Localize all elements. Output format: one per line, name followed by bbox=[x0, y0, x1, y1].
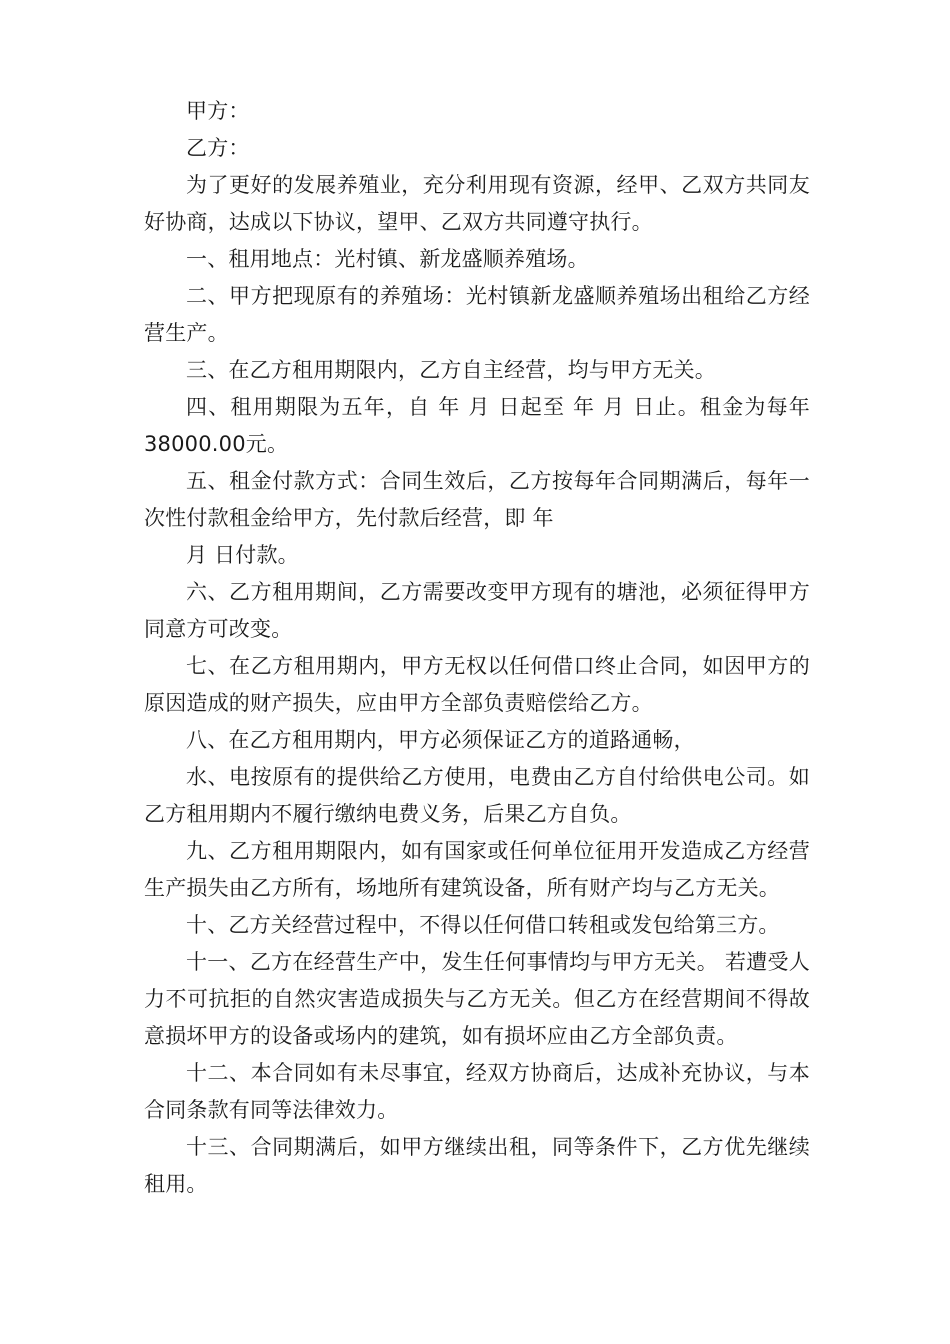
clause-11: 十一、乙方在经营生产中，发生任何事情均与甲方无关。 若遭受人力不可抗拒的自然灾害造成损失与乙方无关。但乙方在经营期间不得故意损坏甲方的设备或场内的建筑，如有损坏应由乙方全部负责。 bbox=[144, 950, 810, 1048]
clause-9: 九、乙方租用期限内，如有国家或任何单位征用开发造成乙方经营生产损失由乙方所有，场地所有建筑设备，所有财产均与乙方无关。 bbox=[144, 839, 810, 900]
clause-2: 二、甲方把现原有的养殖场：光村镇新龙盛顺养殖场出租给乙方经营生产。 bbox=[144, 284, 810, 345]
clause-10: 十、乙方关经营过程中，不得以任何借口转租或发包给第三方。 bbox=[186, 913, 780, 937]
clause-6: 六、乙方租用期间，乙方需要改变甲方现有的塘池，必须征得甲方同意方可改变。 bbox=[144, 580, 810, 641]
clause-1: 一、租用地点：光村镇、新龙盛顺养殖场。 bbox=[186, 247, 589, 271]
party-a-line: 甲方： bbox=[186, 99, 250, 123]
clause-13: 十三、合同期满后，如甲方继续出租，同等条件下，乙方优先继续租用。 bbox=[144, 1135, 810, 1196]
clause-5-continuation: 月 日付款。 bbox=[186, 543, 299, 567]
clause-4: 四、租用期限为五年，自 年 月 日起至 年 月 日止。租金为每年38000.00元。 bbox=[144, 395, 810, 456]
clause-5: 五、租金付款方式：合同生效后，乙方按每年合同期满后，每年一次性付款租金给甲方，先付款后经营，即 年 bbox=[144, 469, 810, 530]
clause-8-continuation: 水、电按原有的提供给乙方使用，电费由乙方自付给供电公司。如乙方租用期内不履行缴纳电费义务，后果乙方自负。 bbox=[144, 765, 810, 826]
contract-body bbox=[144, 93, 810, 1203]
clause-3: 三、在乙方租用期限内，乙方自主经营，均与甲方无关。 bbox=[186, 358, 716, 382]
preamble-paragraph: 为了更好的发展养殖业，充分利用现有资源，经甲、乙双方共同友好协商，达成以下协议，望甲、乙双方共同遵守执行。 bbox=[144, 173, 810, 234]
party-b-line: 乙方： bbox=[186, 136, 250, 160]
clause-7: 七、在乙方租用期内，甲方无权以任何借口终止合同，如因甲方的原因造成的财产损失，应由甲方全部负责赔偿给乙方。 bbox=[144, 654, 810, 715]
clause-8: 八、在乙方租用期内，甲方必须保证乙方的道路通畅， bbox=[186, 728, 695, 752]
clause-12: 十二、本合同如有未尽事宜，经双方协商后，达成补充协议，与本合同条款有同等法律效力。 bbox=[144, 1061, 810, 1122]
